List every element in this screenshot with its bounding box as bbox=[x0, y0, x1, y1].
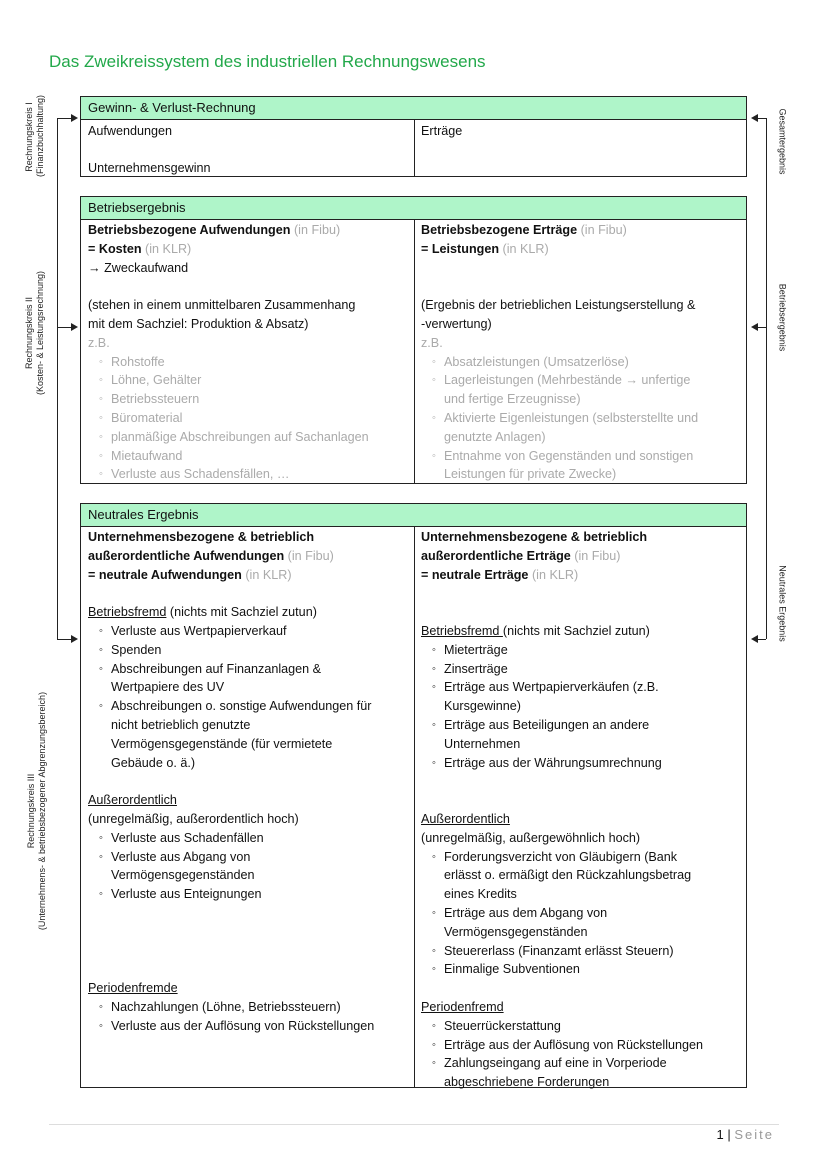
betrieb-left-column bbox=[88, 221, 406, 483]
arrow-left-icon bbox=[751, 114, 758, 122]
list-item: ◦ Zahlungseingang auf eine in Vorperiode bbox=[421, 1054, 739, 1073]
list-item: ◦ Erträge aus der Währungsumrechnung bbox=[421, 754, 739, 773]
list-item: ◦ Mieterträge bbox=[421, 641, 739, 660]
list-item-continuation: Gebäude o. ä.) bbox=[111, 755, 196, 770]
list-item: ◦ Steuerrückerstattung bbox=[421, 1017, 739, 1036]
list-item: ◦ Rohstoffe bbox=[88, 353, 406, 372]
betrieb-right-column bbox=[421, 221, 739, 483]
label-neutrales-ergebnis: Neutrales Ergebnis bbox=[777, 565, 788, 642]
periodenfremde-heading: Periodenfremde bbox=[88, 981, 178, 996]
list-item: ◦ Einmalige Subventionen bbox=[421, 960, 739, 979]
list-item-continuation: abgeschriebene Forderungen bbox=[444, 1075, 610, 1090]
neutral-ertrag-klr: = neutrale Erträge (in KLR) bbox=[421, 567, 579, 582]
guv-right-column bbox=[421, 122, 739, 176]
label-betriebsergebnis: Betriebsergebnis bbox=[777, 283, 788, 352]
arrow-right-icon bbox=[71, 114, 78, 122]
list-item: ◦ Abschreibungen o. sonstige Aufwendungen für bbox=[88, 697, 406, 716]
list-item: ◦ Erträge aus Beteiligungen an andere bbox=[421, 716, 739, 735]
guv-box bbox=[80, 96, 747, 177]
betrieb-desc-line: -verwertung) bbox=[421, 316, 492, 331]
list-item-continuation: Vermögensgegenständen bbox=[444, 924, 588, 939]
neutral-aufwand-klr: = neutrale Aufwendungen (in KLR) bbox=[88, 567, 292, 582]
list-item: ◦ Verluste aus der Auflösung von Rückstellungen bbox=[88, 1017, 406, 1036]
periodenfremd-heading: Periodenfremd bbox=[421, 999, 504, 1014]
ausserordentlich-heading: Außerordentlich bbox=[88, 793, 177, 808]
list-item-continuation: erlässt o. ermäßigt den Rückzahlungsbetrag bbox=[444, 868, 692, 883]
betrieb-ertrag-title: Betriebsbezogene Erträge (in Fibu) bbox=[421, 223, 627, 237]
ausserordentlich-heading: Außerordentlich bbox=[421, 811, 510, 826]
list-item: ◦ Lagerleistungen (Mehrbestände → unfertige bbox=[421, 371, 739, 390]
label-rechnungskreis-1: Rechnungskreis I (Finanzbuchhaltung) bbox=[24, 94, 45, 177]
list-item-continuation: eines Kredits bbox=[444, 887, 517, 902]
label-rechnungskreis-3: Rechnungskreis III (Unternehmens- & betriebsbezogener Abgrenzungsbereich) bbox=[26, 691, 47, 931]
list-item: ◦ Abschreibungen auf Finanzanlagen & bbox=[88, 660, 406, 679]
list-item: ◦ Erträge aus der Auflösung von Rückstellungen bbox=[421, 1036, 739, 1055]
left-arrow-line bbox=[57, 118, 71, 119]
list-item: ◦ Zinserträge bbox=[421, 660, 739, 679]
list-item: ◦ Nachzahlungen (Löhne, Betriebssteuern) bbox=[88, 998, 406, 1017]
betrieb-kosten-line: = Kosten (in KLR) bbox=[88, 241, 192, 256]
page-number: 1 | Seite bbox=[716, 1127, 774, 1142]
list-item: ◦ Steuererlass (Finanzamt erlässt Steuern) bbox=[421, 942, 739, 961]
list-item: ◦ Betriebssteuern bbox=[88, 390, 406, 409]
list-item: ◦ Mietaufwand bbox=[88, 447, 406, 466]
zb-label: z.B. bbox=[88, 335, 110, 350]
betrieb-desc-line: (Ergebnis der betrieblichen Leistungserstellung & bbox=[421, 298, 696, 313]
left-bracket-line bbox=[57, 118, 58, 639]
list-item: ◦ Verluste aus Schadensfällen, … bbox=[88, 465, 406, 484]
guv-header: Gewinn- & Verlust-Rechnung bbox=[81, 97, 746, 120]
list-item-continuation: Unternehmen bbox=[444, 736, 521, 751]
list-item-continuation: Vermögensgegenständen bbox=[111, 868, 255, 883]
list-item-continuation: nicht betrieblich genutzte bbox=[111, 717, 251, 732]
zweckaufwand: → Zweckaufwand bbox=[88, 260, 189, 275]
list-item: ◦ Verluste aus Wertpapierverkauf bbox=[88, 622, 406, 641]
list-item: ◦ Entnahme von Gegenständen und sonstigen bbox=[421, 447, 739, 466]
list-item-continuation: Wertpapiere des UV bbox=[111, 680, 225, 695]
label-rechnungskreis-2: Rechnungskreis II (Kosten- & Leistungsrechnung) bbox=[24, 270, 45, 396]
label-gesamtergebnis: Gesamtergebnis bbox=[777, 108, 788, 175]
list-item: ◦ Spenden bbox=[88, 641, 406, 660]
neutral-left-column bbox=[88, 528, 406, 1087]
zb-label: z.B. bbox=[421, 335, 443, 350]
list-item: ◦ Verluste aus Schadenfällen bbox=[88, 829, 406, 848]
neutral-ertrag-title: Unternehmensbezogene & betrieblich bbox=[421, 530, 648, 544]
betriebsfremd-heading: Betriebsfremd (nichts mit Sachziel zutun) bbox=[88, 605, 317, 620]
list-item: ◦ Löhne, Gehälter bbox=[88, 371, 406, 390]
list-item: ◦ Forderungsverzicht von Gläubigern (Bank bbox=[421, 848, 739, 867]
neutral-aufwand-title: außerordentliche Aufwendungen (in Fibu) bbox=[88, 548, 334, 563]
left-arrow-line bbox=[57, 327, 71, 328]
neutral-right-column bbox=[421, 528, 739, 1090]
list-item-continuation: Kursgewinne) bbox=[444, 699, 522, 714]
right-arrow-line bbox=[757, 118, 766, 119]
list-item: ◦ Verluste aus Abgang von bbox=[88, 848, 406, 867]
list-item-continuation: genutzte Anlagen) bbox=[444, 429, 546, 444]
betrieb-desc-line: mit dem Sachziel: Produktion & Absatz) bbox=[88, 316, 309, 331]
list-item: ◦ Verluste aus Enteignungen bbox=[88, 885, 406, 904]
list-item: ◦ Aktivierte Eigenleistungen (selbsterstellte und bbox=[421, 409, 739, 428]
guv-left-column bbox=[88, 122, 406, 176]
column-divider bbox=[414, 527, 415, 1087]
neutral-ertrag-title: außerordentliche Erträge (in Fibu) bbox=[421, 548, 621, 563]
arrow-right-icon bbox=[71, 323, 78, 331]
betriebsergebnis-box bbox=[80, 196, 747, 484]
neutrales-ergebnis-header: Neutrales Ergebnis bbox=[81, 504, 746, 527]
right-arrow-line bbox=[757, 327, 766, 328]
neutrales-ergebnis-box bbox=[80, 503, 747, 1088]
column-divider bbox=[414, 120, 415, 176]
betrieb-aufwand-title: Betriebsbezogene Aufwendungen (in Fibu) bbox=[88, 223, 341, 237]
list-item-continuation: und fertige Erzeugnisse) bbox=[444, 392, 581, 407]
betriebsergebnis-header: Betriebsergebnis bbox=[81, 197, 746, 220]
guv-unternehmensgewinn: Unternehmensgewinn bbox=[88, 161, 211, 175]
list-item: ◦ Erträge aus Wertpapierverkäufen (z.B. bbox=[421, 678, 739, 697]
list-item: ◦ planmäßige Abschreibungen auf Sachanlagen bbox=[88, 428, 406, 447]
betrieb-desc-line: (stehen in einem unmittelbaren Zusammenhang bbox=[88, 298, 356, 313]
neutral-aufwand-title: Unternehmensbezogene & betrieblich bbox=[88, 530, 315, 544]
list-item-continuation: Vermögensgegenstände (für vermietete bbox=[111, 736, 333, 751]
left-arrow-line bbox=[57, 639, 71, 640]
list-item: ◦ Absatzleistungen (Umsatzerlöse) bbox=[421, 353, 739, 372]
guv-aufwendungen: Aufwendungen bbox=[88, 124, 173, 138]
arrow-right-icon bbox=[71, 635, 78, 643]
arrow-left-icon bbox=[751, 323, 758, 331]
right-arrow-line bbox=[757, 639, 766, 640]
ausserordentlich-note: (unregelmäßig, außerordentlich hoch) bbox=[88, 811, 299, 826]
right-bracket-line bbox=[766, 118, 767, 639]
column-divider bbox=[414, 220, 415, 483]
list-item: ◦ Büromaterial bbox=[88, 409, 406, 428]
betrieb-leistungen-line: = Leistungen (in KLR) bbox=[421, 241, 549, 256]
list-item: ◦ Erträge aus dem Abgang von bbox=[421, 904, 739, 923]
footer-divider bbox=[49, 1124, 779, 1125]
ausserordentlich-note: (unregelmäßig, außergewöhnlich hoch) bbox=[421, 830, 641, 845]
arrow-left-icon bbox=[751, 635, 758, 643]
page-title: Das Zweikreissystem des industriellen Rechnungswesens bbox=[49, 52, 486, 71]
betriebsfremd-heading: Betriebsfremd (nichts mit Sachziel zutun) bbox=[421, 623, 650, 638]
guv-ertraege: Erträge bbox=[421, 124, 463, 138]
list-item-continuation: Leistungen für private Zwecke) bbox=[444, 467, 617, 482]
